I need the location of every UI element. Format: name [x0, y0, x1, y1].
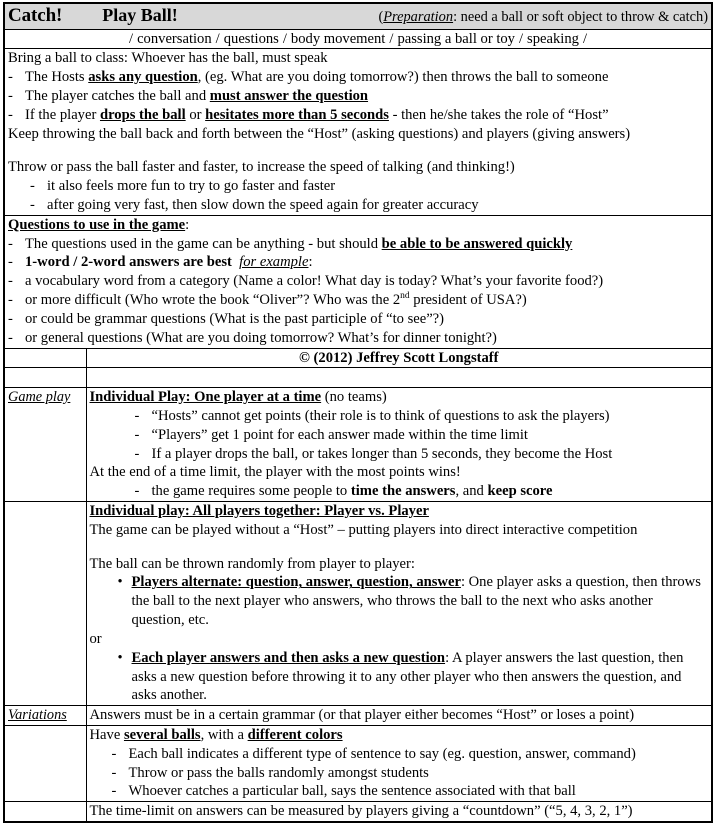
game-play-heading-text: Individual Play: One player at a time — [89, 389, 322, 406]
text-pre: If the player — [25, 106, 100, 123]
preparation-text: : need a ball or soft object to throw & catch) — [453, 9, 709, 25]
text-mid: , with a — [200, 726, 248, 743]
dash-marker: - — [111, 764, 117, 781]
questions-bullet-4-text — [25, 291, 708, 310]
emphasis-asks-any-question: asks any question — [88, 69, 198, 86]
bullet-marker: • — [117, 574, 123, 591]
dash-marker: - — [134, 483, 140, 500]
emphasis-answered-quickly: be able to be answered quickly — [381, 235, 573, 252]
several-balls-bullet-3-text: Whoever catches a particular ball, says the sentence associated with that ball — [128, 783, 576, 800]
game-play-bullet-3-text: If a player drops the ball, or takes longer than 5 seconds, they become the Host — [151, 445, 613, 462]
questions-heading-text: Questions to use in the game — [8, 216, 186, 233]
prep-paren-open: ( — [378, 9, 384, 25]
pvp-paragraph-1: The game can be played without a “Host” – putting players into direct interactive competition — [89, 521, 638, 538]
variations-line: Answers must be in a certain grammar (or that player either becomes “Host” or loses a point) — [89, 707, 635, 724]
several-balls-bullet-2 — [90, 764, 709, 783]
spacer-left-cell — [4, 368, 86, 388]
questions-bullet-6-text: or general questions (What are you doing tomorrow? What’s for dinner tonight?) — [25, 329, 497, 346]
game-play-heading-tail: (no teams) — [321, 389, 387, 406]
tag-speaking: speaking — [527, 30, 579, 47]
text-pre: The questions used in the game can be anything - but should — [25, 235, 382, 252]
section-game-play-body — [86, 388, 712, 502]
dash-marker: - — [8, 254, 13, 271]
section-label-variations-cell — [4, 706, 86, 726]
lesson-plan-table — [3, 2, 713, 823]
heading-colon: : — [185, 216, 190, 233]
section-game-play — [4, 388, 712, 502]
game-play-bullet-2-text: “Players” get 1 point for each answer made within the time limit — [151, 426, 528, 443]
dash-marker: - — [8, 273, 13, 290]
intro-bullet-1-text — [25, 68, 708, 87]
questions-bullet-3 — [8, 272, 708, 291]
section-pvp-body — [86, 502, 712, 706]
text-pre: or more difficult (Who wrote the book “Oliver”? Who was the 2 — [25, 292, 401, 309]
emphasis-time-the-answers: time the answers — [350, 483, 456, 500]
dash-marker: - — [134, 445, 140, 462]
tag-questions: questions — [223, 30, 279, 47]
dash-marker: - — [134, 407, 140, 424]
pvp-heading-text: Individual play: All players together: Player vs. Player — [89, 503, 429, 519]
text-post: : A player answers the last question, then asks a new question before throwing it to any other player who then answers the question, and asks another. — [131, 649, 684, 704]
emphasis-different-colors: different colors — [247, 726, 343, 743]
tag-separator: / — [582, 30, 587, 47]
tags-cell — [4, 29, 712, 49]
intro-row — [4, 49, 712, 216]
pvp-bullet-1-text — [132, 573, 709, 629]
section-label-game-play-cell — [4, 388, 86, 502]
section-label-several-balls-cell — [4, 725, 86, 801]
dash-marker: - — [8, 87, 13, 104]
speed-bullet-2-text: after going very fast, then slow down the speed again for greater accuracy — [47, 197, 479, 213]
game-play-bullet-4-text — [152, 482, 709, 501]
several-balls-bullet-1-text: Each ball indicates a different type of sentence to say (eg. question, answer, command) — [128, 745, 636, 762]
emphasis-players-alternate: Players alternate: question, answer, question, answer — [131, 574, 461, 591]
questions-cell — [4, 215, 712, 348]
page-subtitle: Play Ball! — [102, 5, 178, 25]
questions-bullet-6 — [8, 329, 708, 348]
section-label-variations: Variations — [8, 707, 67, 724]
text-mid: or — [185, 106, 206, 123]
several-balls-bullet-3 — [90, 782, 709, 801]
intro-bullet-3 — [8, 106, 708, 125]
tag-separator: / — [389, 30, 394, 47]
section-label-game-play: Game play — [8, 389, 71, 406]
pvp-paragraph-2: The ball can be thrown randomly from player to player: — [89, 555, 415, 572]
tag-separator: / — [282, 30, 287, 47]
questions-heading — [8, 216, 708, 235]
intro-bullet-1 — [8, 68, 708, 87]
text-post: - then he/she takes the role of “Host” — [388, 106, 609, 123]
several-balls-lead — [90, 726, 709, 745]
questions-bullet-3-text: a vocabulary word from a category (Name a color! What day is today? What’s your favorite food?) — [25, 273, 604, 290]
dash-marker: - — [134, 426, 140, 443]
ordinal-superscript: nd — [400, 291, 410, 302]
dash-marker: - — [30, 197, 35, 213]
section-label-countdown-cell — [4, 802, 86, 822]
dash-marker: - — [8, 235, 13, 252]
copyright-left-cell — [4, 348, 86, 368]
game-play-heading — [90, 388, 709, 407]
emphasis-for-example: for example — [239, 254, 309, 271]
preparation-note — [378, 8, 708, 27]
text-mid: , and — [455, 483, 488, 500]
header-row — [4, 3, 712, 29]
text-pre: The Hosts — [25, 69, 89, 86]
game-play-time-limit-line: At the end of a time limit, the player with the most points wins! — [89, 464, 461, 481]
game-play-bullet-3 — [90, 445, 709, 464]
game-play-bullet-4 — [90, 482, 709, 501]
speed-bullet-2 — [8, 196, 708, 215]
spacer — [90, 540, 709, 555]
game-play-bullet-1 — [90, 407, 709, 426]
pvp-bullet-2-text — [132, 649, 709, 705]
page-title: Catch! — [8, 5, 63, 26]
dash-marker: - — [8, 106, 13, 123]
tag-separator: / — [215, 30, 220, 47]
questions-row — [4, 215, 712, 348]
section-several-balls — [4, 725, 712, 801]
tag-passing-ball: passing a ball or toy — [397, 30, 515, 47]
spacer-right-cell — [86, 368, 712, 388]
several-balls-bullet-1 — [90, 745, 709, 764]
section-countdown — [4, 802, 712, 822]
intro-cell — [4, 49, 712, 216]
copyright-row — [4, 348, 712, 368]
questions-bullet-4 — [8, 291, 708, 310]
pvp-heading — [90, 502, 709, 521]
questions-bullet-5 — [8, 310, 708, 329]
emphasis-each-player-answers: Each player answers and then asks a new question — [131, 649, 446, 666]
text-post: : One player asks a question, then throws the ball to the next player who answers, who throws the ball to the next who asks another question, etc. — [131, 574, 701, 629]
text-pre: The player catches the ball and — [25, 87, 210, 104]
dash-marker: - — [8, 329, 13, 346]
text-post: president of USA?) — [409, 292, 527, 309]
emphasis-hesitates: hesitates more than 5 seconds — [205, 106, 389, 123]
intro-bullet-3-text — [25, 106, 708, 125]
spacer — [8, 143, 708, 158]
tags-row — [4, 29, 712, 49]
emphasis-several-balls: several balls — [123, 726, 201, 743]
pvp-bullet-1 — [90, 573, 709, 629]
questions-bullet-2 — [8, 253, 708, 272]
text-post: , (eg. What are you doing tomorrow?) then throws the ball to someone — [197, 69, 609, 86]
emphasis-keep-score: keep score — [487, 483, 553, 500]
tag-separator: / — [518, 30, 524, 47]
preparation-label: Preparation — [383, 9, 454, 25]
speed-bullet-1-text: it also feels more fun to try to go faster and faster — [47, 178, 336, 195]
header-cell — [4, 3, 712, 29]
several-balls-bullet-2-text: Throw or pass the balls randomly amongst students — [128, 764, 429, 781]
questions-bullet-2-text — [25, 253, 708, 272]
section-label-pvp-cell — [4, 502, 86, 706]
section-countdown-body — [86, 802, 712, 822]
speed-bullet-1 — [8, 177, 708, 196]
text-pre: Have — [89, 726, 124, 743]
questions-bullet-1-text — [25, 235, 708, 254]
text-pre: the game requires some people to — [151, 483, 351, 500]
dash-marker: - — [111, 783, 117, 800]
intro-closing: Keep throwing the ball back and forth between the “Host” (asking questions) and players (giving answers) — [8, 125, 631, 142]
section-variations — [4, 706, 712, 726]
game-play-bullet-2 — [90, 426, 709, 445]
tag-body-movement: body movement — [290, 30, 386, 47]
dash-marker: - — [30, 178, 35, 195]
section-player-vs-player — [4, 502, 712, 706]
pvp-bullet-2 — [90, 649, 709, 705]
game-play-bullet-1-text: “Hosts” cannot get points (their role is to think of questions to ask the players) — [151, 407, 610, 424]
spacer-row — [4, 368, 712, 388]
questions-bullet-5-text: or could be grammar questions (What is the past participle of “to see”?) — [25, 310, 445, 327]
section-variations-body — [86, 706, 712, 726]
bullet-marker: • — [117, 649, 123, 666]
pvp-or-text: or — [89, 630, 102, 647]
dash-marker: - — [111, 745, 117, 762]
emphasis-drops-the-ball: drops the ball — [99, 106, 186, 123]
emphasis-1word-2word: 1-word / 2-word answers are best — [25, 254, 232, 271]
dash-marker: - — [8, 292, 13, 309]
intro-lead: Bring a ball to class: Whoever has the ball, must speak — [8, 50, 328, 67]
intro-bullet-2 — [8, 87, 708, 106]
speed-lead: Throw or pass the ball faster and faster, to increase the speed of talking (and thinking!) — [8, 159, 515, 176]
dash-marker: - — [8, 69, 13, 86]
countdown-line: The time-limit on answers can be measured by players giving a “countdown” (“5, 4, 3, 2, 1”) — [89, 803, 633, 820]
text-post: : — [308, 254, 313, 271]
section-several-balls-body — [86, 725, 712, 801]
emphasis-must-answer: must answer the question — [209, 87, 369, 104]
tag-separator: / — [129, 30, 134, 47]
tag-conversation: conversation — [137, 30, 212, 47]
intro-bullet-2-text — [25, 87, 708, 106]
copyright-notice: © (2012) Jeffrey Scott Longstaff — [86, 348, 712, 368]
dash-marker: - — [8, 310, 13, 327]
questions-bullet-1 — [8, 235, 708, 254]
